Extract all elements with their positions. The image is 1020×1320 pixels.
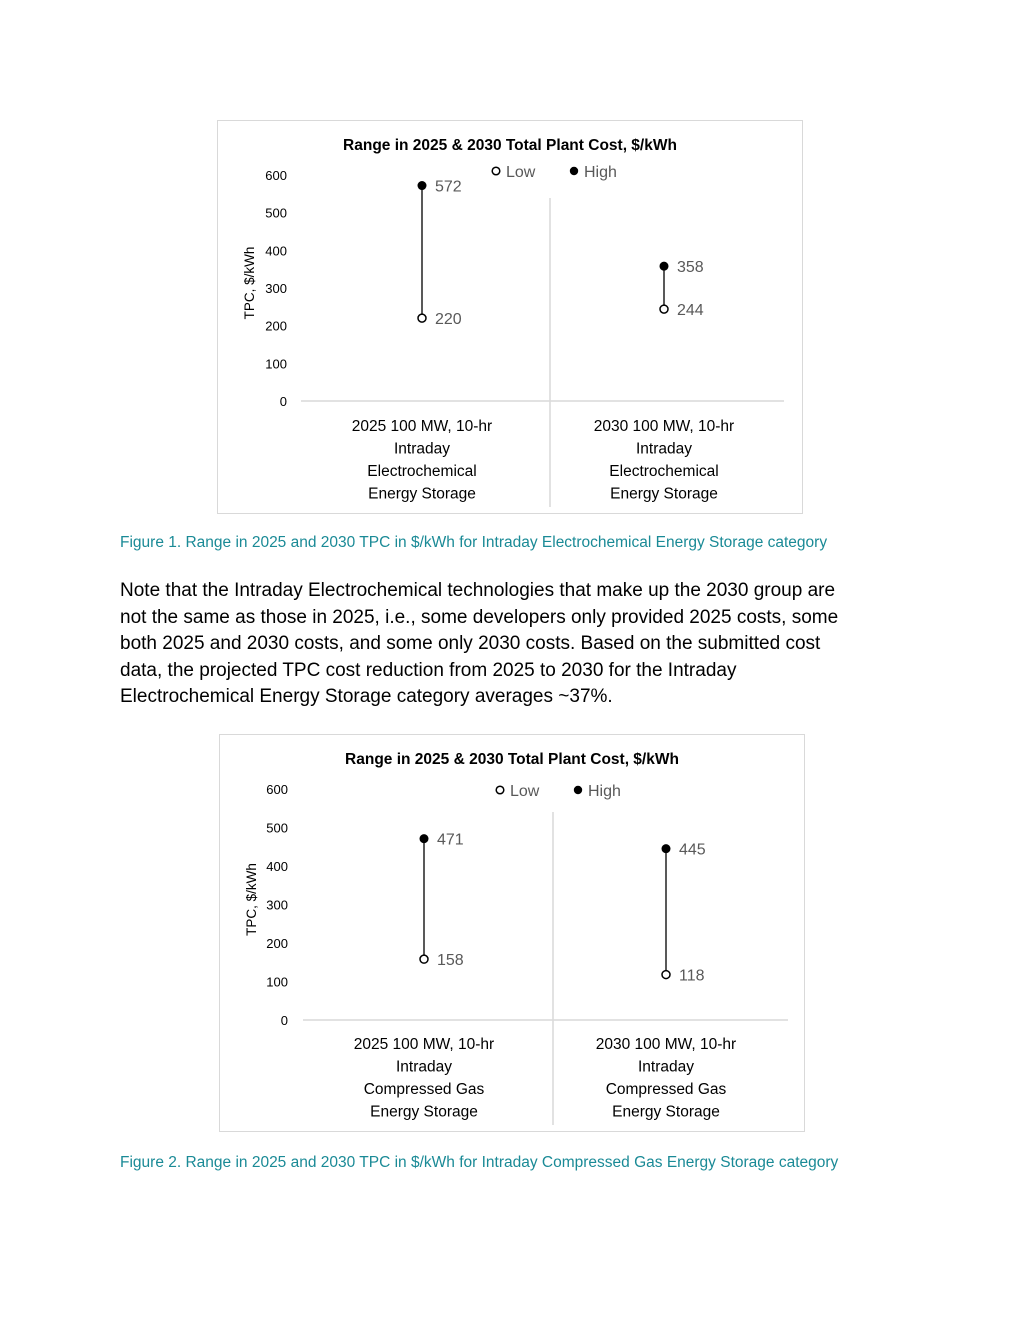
legend-low-label: Low	[510, 783, 540, 800]
y-axis-title: TPC, $/kWh	[242, 246, 257, 320]
low-data-label: 220	[435, 311, 462, 329]
paragraph-line: not the same as those in 2025, i.e., some developers only provided 2025 costs, some	[120, 606, 839, 628]
y-axis-title: TPC, $/kWh	[244, 863, 259, 936]
category-label: Intraday	[637, 1058, 695, 1076]
legend-high-label: High	[584, 164, 617, 181]
y-tick-label: 100	[266, 974, 288, 990]
category-label: Energy Storage	[370, 1103, 478, 1121]
high-data-label: 358	[677, 259, 704, 277]
legend-high-label: High	[588, 783, 621, 800]
chart-title: Range in 2025 & 2030 Total Plant Cost, $/kWh	[345, 751, 679, 768]
category-label: Electrochemical	[609, 463, 719, 480]
y-tick-label: 600	[265, 168, 287, 183]
y-tick-label: 600	[266, 782, 288, 797]
category-label: 2030 100 MW, 10-hr	[595, 1036, 737, 1053]
high-data-label: 572	[435, 178, 462, 196]
y-tick-label: 500	[266, 820, 288, 836]
category-label: 2025 100 MW, 10-hr	[353, 1036, 495, 1053]
category-label: Energy Storage	[368, 485, 476, 503]
y-tick-label: 400	[266, 859, 288, 874]
figure-2-plot	[220, 735, 806, 1133]
high-data-label: 445	[679, 841, 706, 859]
figure-2-chart	[219, 734, 805, 1132]
low-point	[660, 305, 668, 313]
legend-high-marker	[574, 786, 582, 794]
y-tick-label: 200	[265, 318, 287, 334]
category-label: Compressed Gas	[605, 1081, 727, 1098]
category-label: Intraday	[395, 1058, 453, 1076]
high-point	[662, 844, 671, 853]
category-label: Energy Storage	[610, 485, 718, 503]
low-point	[418, 314, 426, 322]
legend-low-label: Low	[506, 164, 536, 181]
category-label: 2030 100 MW, 10-hr	[593, 418, 735, 435]
legend-low-marker	[496, 786, 504, 794]
category-label: Energy Storage	[612, 1103, 720, 1121]
legend-high-marker	[570, 167, 578, 175]
category-label: 2025 100 MW, 10-hr	[351, 418, 493, 435]
y-tick-label: 400	[265, 243, 287, 259]
figure-2-caption: Figure 2. Range in 2025 and 2030 TPC in $/kWh for Intraday Compressed Gas Energy Storage category	[120, 1154, 839, 1171]
y-tick-label: 0	[280, 1013, 288, 1028]
category-label: Intraday	[393, 440, 451, 458]
low-point	[662, 971, 670, 979]
figure-1-caption: Figure 1. Range in 2025 and 2030 TPC in $/kWh for Intraday Electrochemical Energy Storage category	[120, 534, 828, 551]
body-paragraph	[120, 578, 910, 711]
high-point	[420, 834, 429, 843]
high-point	[660, 262, 669, 271]
high-point	[418, 181, 427, 190]
figure-1-chart	[217, 120, 803, 514]
low-data-label: 158	[437, 952, 464, 970]
low-data-label: 244	[677, 302, 704, 320]
paragraph-line: Note that the Intraday Electrochemical technologies that make up the 2030 group are	[120, 580, 836, 601]
category-label: Intraday	[635, 440, 693, 458]
y-tick-label: 0	[279, 394, 287, 409]
y-tick-label: 300	[266, 897, 288, 913]
low-data-label: 118	[679, 967, 705, 985]
y-tick-label: 500	[265, 205, 287, 221]
y-tick-label: 200	[266, 936, 288, 951]
y-tick-label: 300	[265, 281, 287, 296]
chart-title: Range in 2025 & 2030 Total Plant Cost, $/kWh	[343, 137, 677, 154]
figure-1-plot	[218, 121, 804, 515]
category-label: Electrochemical	[367, 463, 477, 480]
paragraph-line: Electrochemical Energy Storage category averages ~37%.	[120, 686, 613, 707]
low-point	[420, 955, 428, 963]
high-data-label: 471	[437, 831, 464, 849]
y-tick-label: 100	[265, 356, 287, 372]
paragraph-line: data, the projected TPC cost reduction from 2025 to 2030 for the Intraday	[120, 659, 737, 681]
legend-low-marker	[492, 167, 500, 175]
category-label: Compressed Gas	[363, 1081, 485, 1098]
paragraph-line: both 2025 and 2030 costs, and some only 2030 costs. Based on the submitted cost	[120, 633, 821, 654]
